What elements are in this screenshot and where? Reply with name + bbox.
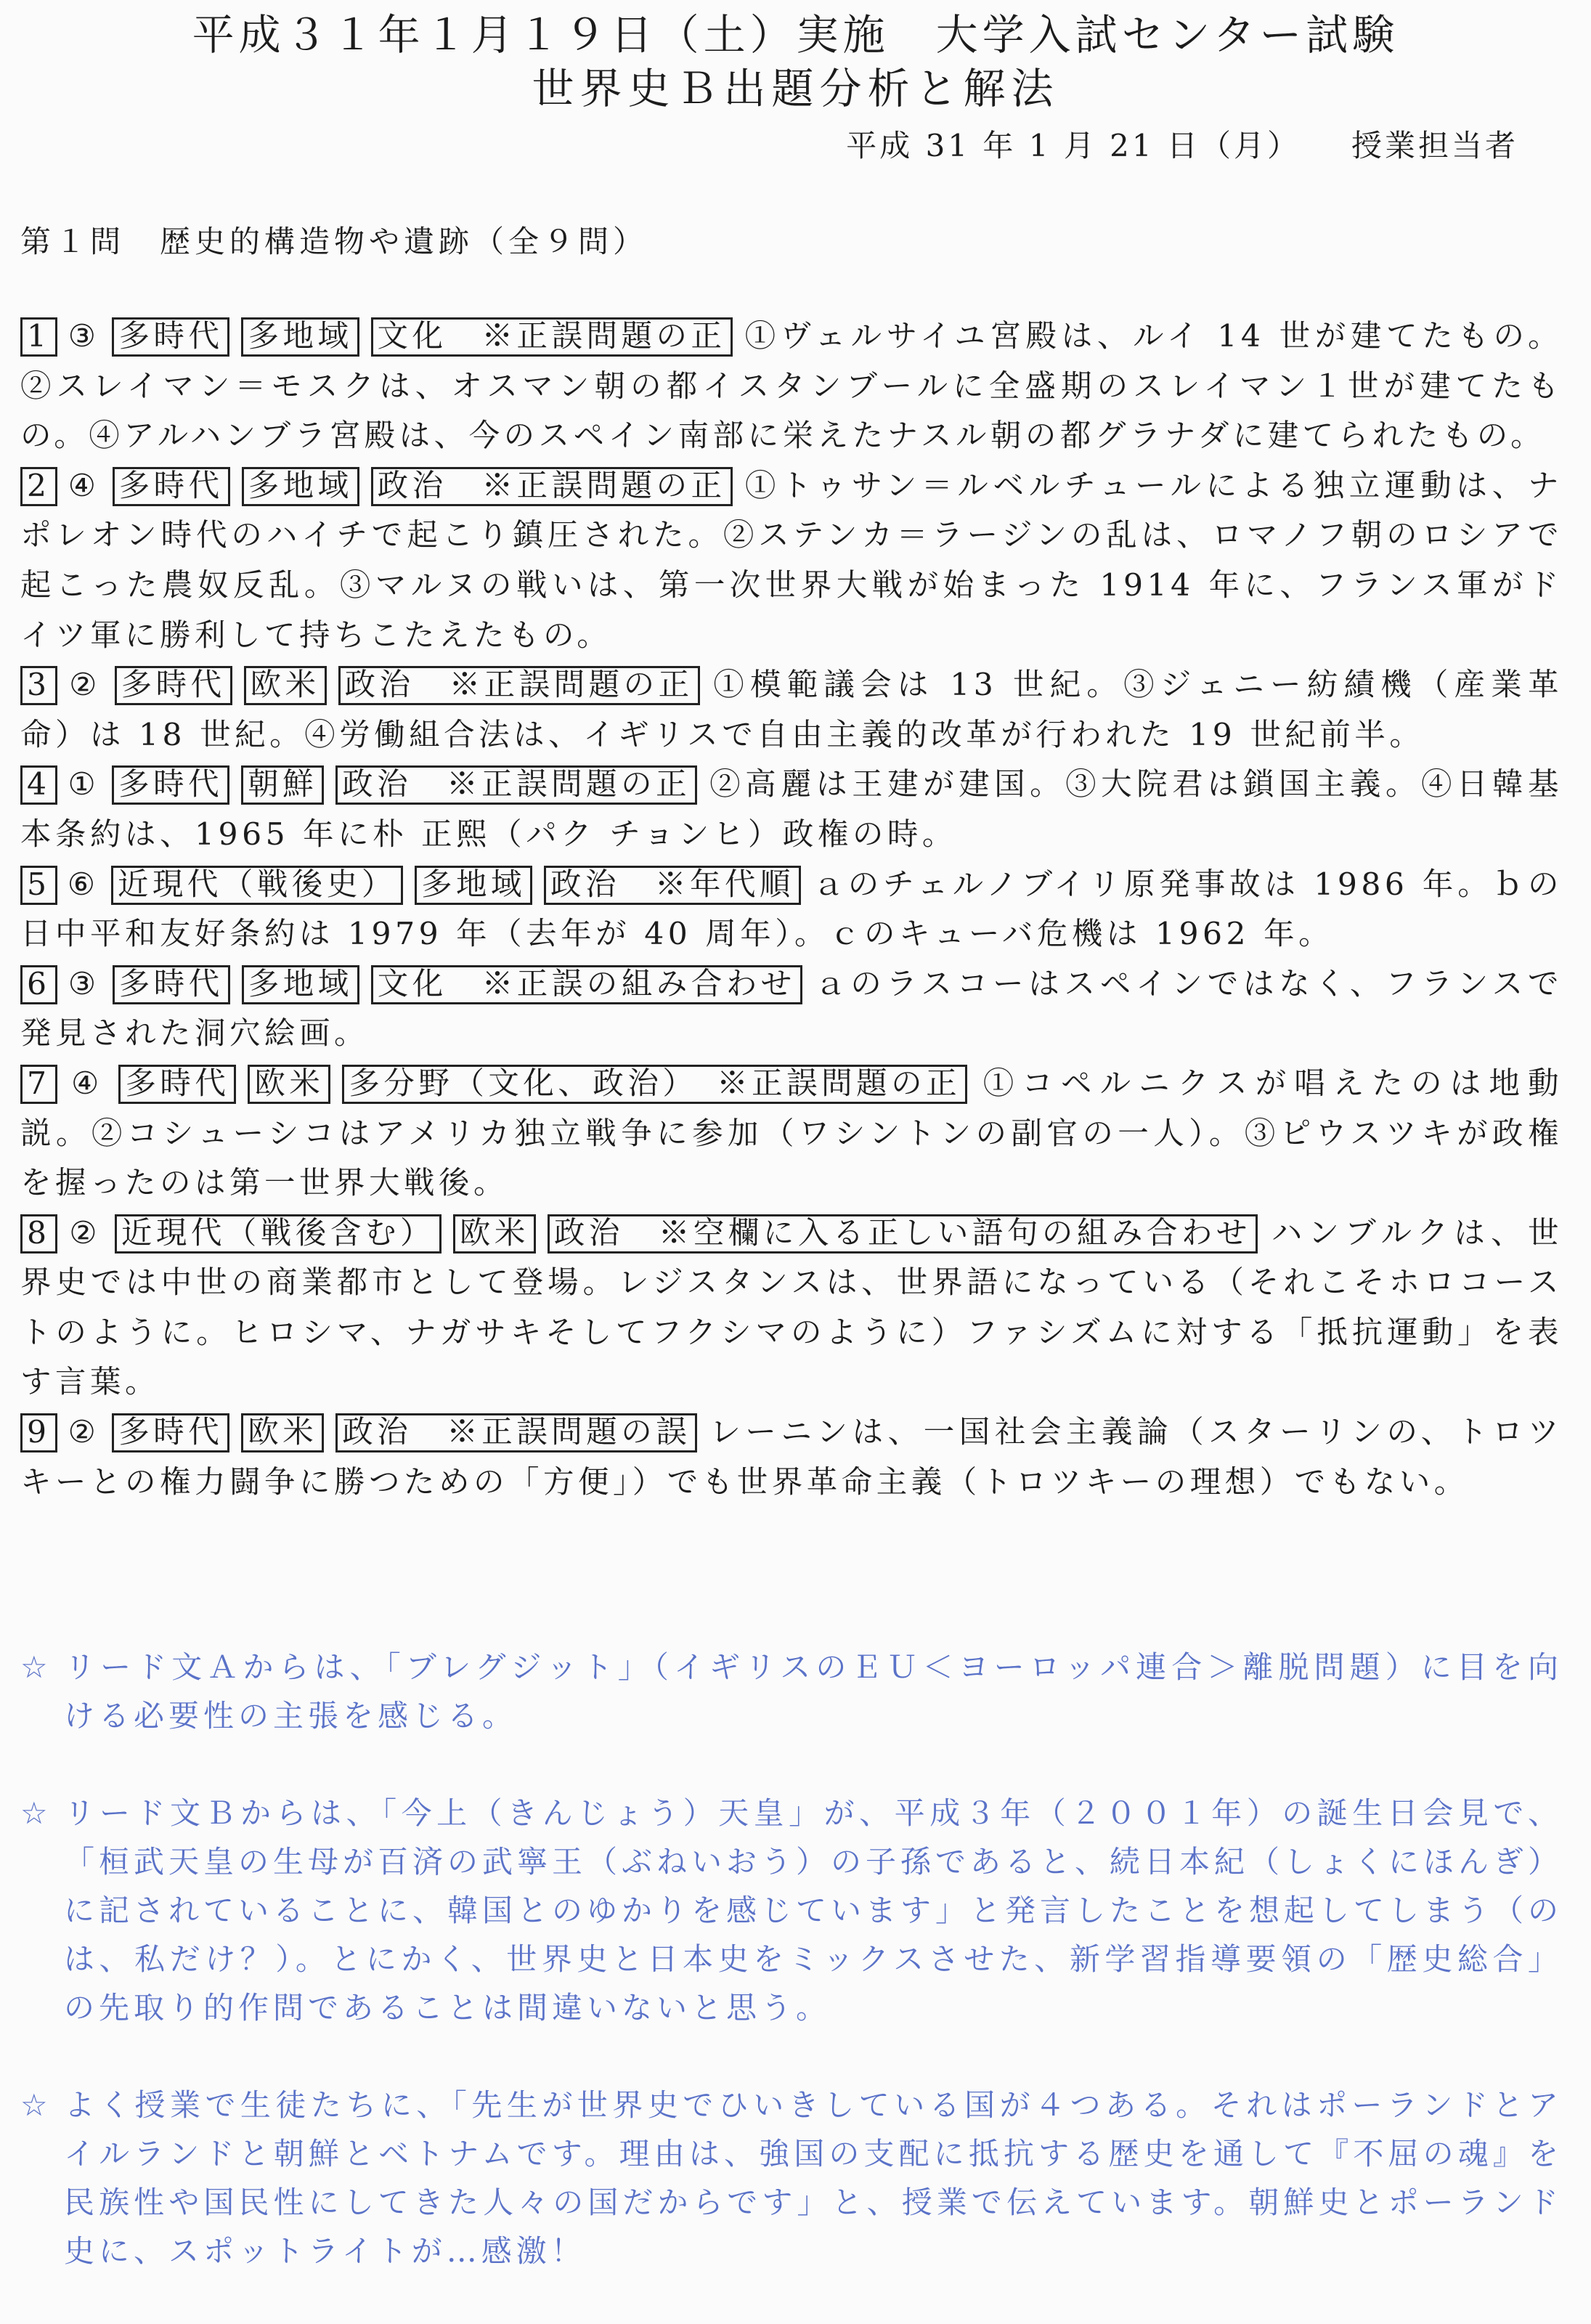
category-tag: 文化 ※正誤の組み合わせ (371, 965, 802, 1004)
note-item (20, 2081, 1563, 2275)
category-tag: 多地域 (242, 467, 359, 506)
document-author: 授業担当者 (1351, 128, 1518, 163)
category-tag: 欧米 (244, 666, 327, 705)
category-tag: 政治 ※正誤問題の正 (338, 666, 700, 705)
question-number: 7 (20, 1065, 57, 1104)
explanation-text: レーニンは、一国社会主義論（スターリンの、トロツキーとの権力闘争に勝つための「方便」）でも世界革命主義（トロツキーの理想）でもない。 (20, 1415, 1563, 1500)
question-entry-3 (20, 661, 1563, 760)
category-tag: 多時代 (113, 467, 230, 506)
answer-choice: ② (67, 1215, 103, 1251)
explanation-text: ａのラスコーはスペインではなく、フランスで発見された洞穴絵画。 (20, 966, 1563, 1052)
category-tag: 政治 ※年代順 (544, 866, 801, 905)
category-tag: 多分野（文化、政治） ※正誤問題の正 (342, 1065, 967, 1104)
star-icon: ☆ (20, 1795, 52, 1831)
document-subtitle: 世界史Ｂ出題分析と解法 (532, 64, 1059, 113)
question-number: 3 (20, 666, 57, 705)
document-title: 平成３１年１月１９日（土）実施 大学入試センター試験 (192, 10, 1399, 60)
explanation-text: ①トゥサン＝ルベルチュールによる独立運動は、ナポレオン時代のハイチで起こり鎮圧された。②ステンカ＝ラージンの乱は、ロマノフ朝のロシアで起こった農奴反乱。③マルヌの戦いは、第一次世界大戦が始まった 1914 年に、フランス軍がドイツ軍に勝利して持ちこたえたもの。 (20, 468, 1563, 654)
category-tag: 多地域 (415, 866, 532, 905)
answer-choice: ④ (67, 1065, 107, 1102)
answer-choice: ④ (67, 468, 101, 504)
category-tag: 文化 ※正誤問題の正 (371, 317, 733, 357)
question-number: 2 (20, 467, 57, 506)
answer-choice: ② (67, 1415, 101, 1451)
category-tag: 政治 ※正誤問題の正 (335, 765, 697, 805)
question-number: 4 (20, 765, 57, 805)
commentary-notes (20, 1643, 1563, 2324)
category-tag: 多地域 (241, 317, 359, 357)
question-number: 8 (20, 1214, 57, 1254)
question-entry-4 (20, 760, 1563, 860)
question-entry-9 (20, 1408, 1563, 1508)
answer-choice: ③ (67, 966, 101, 1002)
question-entry-5 (20, 861, 1563, 960)
answer-choice: ③ (67, 319, 101, 354)
question-number: 9 (20, 1413, 57, 1452)
category-tag: 欧米 (453, 1214, 536, 1254)
answer-choice: ① (67, 767, 101, 803)
category-tag: 朝鮮 (241, 765, 324, 805)
note-text: リード文Ａからは、「ブレグジット」（イギリスのＥＵ＜ヨーロッパ連合＞離脱問題）に目を向ける必要性の主張を感じる。 (64, 1649, 1563, 1734)
category-tag: 多時代 (118, 1065, 236, 1104)
category-tag: 多時代 (113, 965, 230, 1004)
explanation-text: ①模範議会は 13 世紀。③ジェニー紡績機（産業革命）は 18 世紀。④労働組合法は、イギリスで自由主義的改革が行われた 19 世紀前半。 (20, 667, 1563, 753)
explanation-text: ａのチェルノブイリ原発事故は 1986 年。ｂの日中平和友好条約は 1979 年（去年が 40 周年）。ｃのキューバ危機は 1962 年。 (20, 866, 1563, 953)
question-entry-1 (20, 312, 1563, 462)
explanation-text: ハンブルクは、世界史では中世の商業都市として登場。レジスタンスは、世界語になっている（それこそホロコーストのように。ヒロシマ、ナガサキそしてフクシマのように）ファシズムに対する「抵抗運動」を表す言葉。 (20, 1215, 1563, 1401)
answer-list (20, 312, 1563, 1508)
category-tag: 欧米 (248, 1065, 330, 1104)
star-icon: ☆ (20, 1649, 52, 1685)
explanation-text: ①コペルニクスが唱えたのは地動説。②コシューシコはアメリカ独立戦争に参加（ワシントンの副官の一人）。③ピウスツキが政権を握ったのは第一世界大戦後。 (20, 1065, 1563, 1202)
star-icon: ☆ (20, 2087, 52, 2123)
question-entry-6 (20, 960, 1563, 1060)
question-entry-7 (20, 1060, 1563, 1209)
category-tag: 多時代 (115, 666, 232, 705)
note-text: よく授業で生徒たちに、「先生が世界史でひいきしている国が４つある。それはポーランドとアイルランドと朝鮮とベトナムです。理由は、強国の支配に抵抗する歴史を通して『不屈の魂』を民族性や国民性にしてきた人々の国だからです」と、授業で伝えています。朝鮮史とポーランド史に、スポットライトが…感激！ (64, 2087, 1563, 2269)
document-date: 平成 31 年 1 月 21 日（月） (846, 128, 1301, 163)
category-tag: 政治 ※正誤問題の正 (371, 467, 733, 506)
category-tag: 近現代（戦後含む） (115, 1214, 442, 1254)
note-item (20, 1789, 1563, 2032)
question-entry-2 (20, 462, 1563, 661)
category-tag: 多時代 (112, 1413, 229, 1452)
explanation-text: ②高麗は王建が建国。③大院君は鎖国主義。④日韓基本条約は、1965 年に朴 正熙（パク チョンヒ）政権の時。 (20, 767, 1563, 853)
question-entry-8 (20, 1209, 1563, 1408)
dateline (846, 122, 1518, 166)
category-tag: 政治 ※空欄に入る正しい語句の組み合わせ (548, 1214, 1258, 1254)
category-tag: 多時代 (112, 765, 229, 805)
question-number: 5 (20, 866, 57, 905)
note-item (20, 1643, 1563, 1740)
section-heading: 第１問 歴史的構造物や遺跡（全９問） (20, 224, 648, 259)
question-number: 1 (20, 317, 57, 357)
category-tag: 多地域 (242, 965, 359, 1004)
category-tag: 欧米 (241, 1413, 324, 1452)
category-tag: 近現代（戦後史） (111, 866, 403, 905)
question-number: 6 (20, 965, 57, 1004)
category-tag: 多時代 (112, 317, 229, 357)
explanation-text: ①ヴェルサイユ宮殿は、ルイ 14 世が建てたもの。②スレイマン＝モスクは、オスマン朝の都イスタンブールに全盛期のスレイマン１世が建てたもの。④アルハンブラ宮殿は、今のスペイン南部に栄えたナスル朝の都グラナダに建てられたもの。 (20, 319, 1563, 455)
note-text: リード文Ｂからは、「今上（きんじょう）天皇」が、平成３年（２００１年）の誕生日会見で、「桓武天皇の生母が百済の武寧王（ぶねいおう）の子孫であると、続日本紀（しょくにほんぎ）に記されていることに、韓国とのゆかりを感じています」と発言したことを想起してしまう（のは、私だけ？）。とにかく、世界史と日本史をミックスさせた、新学習指導要領の「歴史総合」の先取り的作問であることは間違いないと思う。 (64, 1795, 1563, 2026)
answer-choice: ② (67, 667, 103, 704)
answer-choice: ⑥ (67, 866, 99, 903)
category-tag: 政治 ※正誤問題の誤 (335, 1413, 697, 1452)
